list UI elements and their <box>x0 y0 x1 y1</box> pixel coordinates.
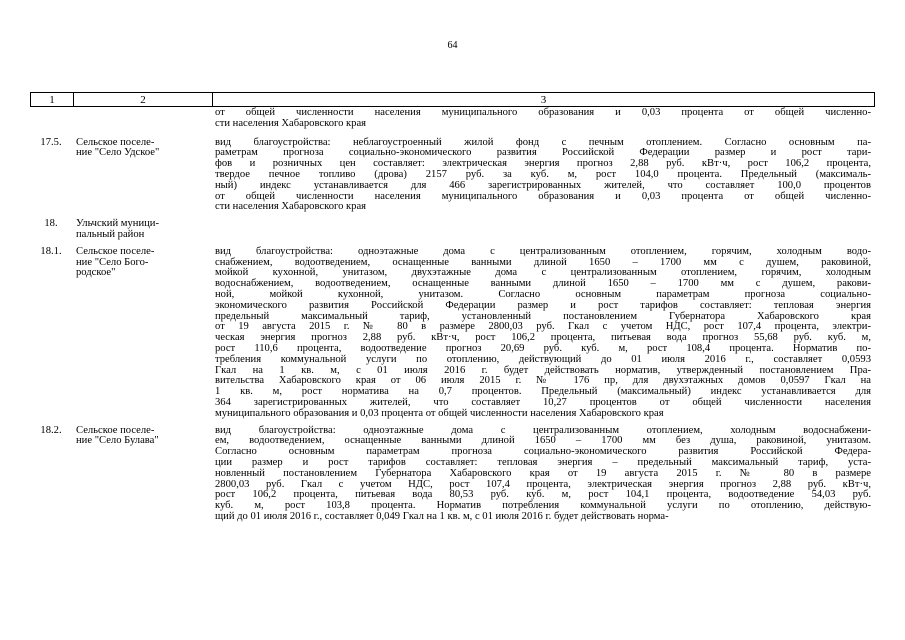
description-line: от общей численности населения муниципального образования и 0,03 процента от общей численно- <box>215 107 871 118</box>
description-line: от общей численности населения муниципального образования и 0,03 процента от общей численно- <box>215 190 871 202</box>
description-line: ной, мойкой кухонной, унитазом. Согласно основным параметрам прогноза социально- <box>215 288 871 300</box>
description-line: щий до 01 июля 2016 г., составляет 0,049 Гкал на 1 кв. м, с 01 июля 2016 г. будет действовать норма- <box>215 510 669 522</box>
table-body <box>30 108 875 523</box>
improvement-description <box>210 108 871 130</box>
row-number <box>30 108 72 130</box>
settlement-name-line: родское" <box>76 267 116 279</box>
description-line: ческая энергия прогноз 2,88 руб. кВт·ч, рост 106,2 процента, питьевая вода прогноз 55,68 руб. куб. м, <box>215 332 871 344</box>
table-row <box>30 219 875 241</box>
settlement-name-line: Сельское поселе- <box>76 136 155 148</box>
description-line: снабжением, водоотведением, оснащенные ванными длиной 1650 – 1700 мм с душем, раковиной, <box>215 256 871 268</box>
settlement-name-line: Сельское поселе- <box>76 245 155 257</box>
description-line: Согласно основным параметрам прогноза социально-экономического развития Российской Федера- <box>215 446 871 458</box>
description-line: 1 кв. м, рост норматива на 0,7 процентов. Предельный (максимальный) индекс устанавливается для <box>215 386 871 398</box>
table-row <box>30 247 875 420</box>
settlement-name <box>72 138 210 214</box>
column-header-row <box>30 92 875 107</box>
description-line: новленный постановлением Губернатора Хабаровского края от 19 августа 2015 г. № 80 в размере <box>215 467 871 479</box>
description-line: рост 106,2 процента, питьевая вода 80,53 руб. куб. м, рост 104,1 процента, водоотведение 54,03 руб. <box>215 489 871 501</box>
column-3-header: 3 <box>213 93 875 107</box>
description-line: сти населения Хабаровского края <box>215 117 367 129</box>
description-line: твердое печное топливо (дрова) 2157 руб. за куб. м, рост 104,0 процента. Предельный (максималь- <box>215 168 871 180</box>
settlement-name-line: ние "Село Удское" <box>76 147 160 159</box>
settlement-name-line: ние "Село Булава" <box>76 435 159 447</box>
column-1-header: 1 <box>31 93 74 107</box>
settlement-name <box>72 247 210 420</box>
page-number: 64 <box>447 40 458 51</box>
description-line: водоснабжением, водоотведением, оснащенные ванными длиной 1650 – 1700 мм с душем, ракови- <box>215 278 871 290</box>
row-number: 18.2. <box>40 424 62 436</box>
description-line: Гкал на 1 кв. м, с 01 июля 2016 г. будет действовать норматив, утвержденный постановлением Пра- <box>215 364 871 376</box>
description-line: экономического развития Российской Федерации размер и рост тарифов составляет: тепловая энергия <box>215 299 871 311</box>
description-line: требления коммунальной услуги по отоплению, действующий до 01 июля 2016 г., составляет 0,0593 <box>215 353 871 365</box>
settlement-name-line: Ульчский муници- <box>76 218 159 230</box>
description-line: 2800,03 руб. Гкал с учетом НДС, рост 107,4 процента, электрическая энергия прогноз 2,88 руб. кВт·ч, <box>215 478 871 490</box>
row-number: 18. <box>44 218 58 230</box>
table-row <box>30 138 875 214</box>
settlement-name <box>72 219 210 241</box>
improvement-description <box>210 219 871 241</box>
description-line: ции размер и рост тарифов составляет: тепловая энергия – предельный максимальный тариф, уста- <box>215 456 871 468</box>
description-line: вид благоустройства: неблагоустроенный жилой фонд с печным отоплением. Согласно основным па- <box>215 136 871 148</box>
description-line: вид благоустройства: одноэтажные дома с централизованным отоплением, горячим, холодным водо- <box>215 245 871 257</box>
settlement-name <box>72 108 210 130</box>
settlement-name <box>72 426 210 523</box>
description-line: рост 110,6 процента, водоотведение прогноз 20,69 руб. куб. м, рост 108,4 процента. Норматив по- <box>215 342 871 354</box>
description-line: предельный максимальный тариф, установленный постановлением Губернатора Хабаровского края <box>215 310 871 322</box>
column-2-header: 2 <box>74 93 213 107</box>
table-row <box>30 108 875 130</box>
description-line: вительства Хабаровского края от 06 июля 2015 г. № 176 пр, для двухэтажных домов 0,0597 Гкал на <box>215 375 871 387</box>
description-line: вид благоустройства: одноэтажные дома с централизованным отоплением, холодным водоснабжени- <box>215 424 871 436</box>
description-line: 364 зарегистрированных жителей, что составляет 10,27 процентов от общей численности населения <box>215 396 871 408</box>
description-line: куб. м, рост 103,8 процента. Норматив потребления коммунальной услуги по отоплению, действую- <box>215 500 871 512</box>
description-line: ем, водоотведением, оснащенные ванными длиной 1650 – 1700 мм без душа, раковиной, унитазом. <box>215 435 871 447</box>
settlement-name-line: Сельское поселе- <box>76 424 155 436</box>
description-line: фов и розничных цен составляет: электрическая энергия прогноз 2,88 руб. кВт·ч, рост 106,2 процента, <box>215 158 871 170</box>
improvement-description <box>210 138 871 214</box>
table-row <box>30 426 875 523</box>
description-line: сти населения Хабаровского края <box>215 201 367 213</box>
settlement-name-line: ние "Село Бого- <box>76 256 149 268</box>
improvement-description <box>210 247 871 420</box>
description-line: мойкой кухонной, унитазом, двухэтажные дома с централизованным отоплением, горячим, холодным <box>215 267 871 279</box>
settlement-name-line: пальный район <box>76 228 145 240</box>
row-number: 17.5. <box>40 136 62 148</box>
description-line: раметрам прогноза социально-экономического развития Российской Федерации размер и рост тари- <box>215 147 871 159</box>
description-line: ный) индекс устанавливается для 466 зарегистрированных жителей, что составляет 100,0 процентов <box>215 179 871 191</box>
description-line: муниципального образования и 0,03 процента от общей численности населения Хабаровского края <box>215 407 664 419</box>
row-number: 18.1. <box>40 245 62 257</box>
improvement-description <box>210 426 871 523</box>
description-line: от 19 августа 2015 г. № 80 в размере 2800,03 руб. Гкал с учетом НДС, рост 107,4 процента, электри- <box>215 321 871 333</box>
